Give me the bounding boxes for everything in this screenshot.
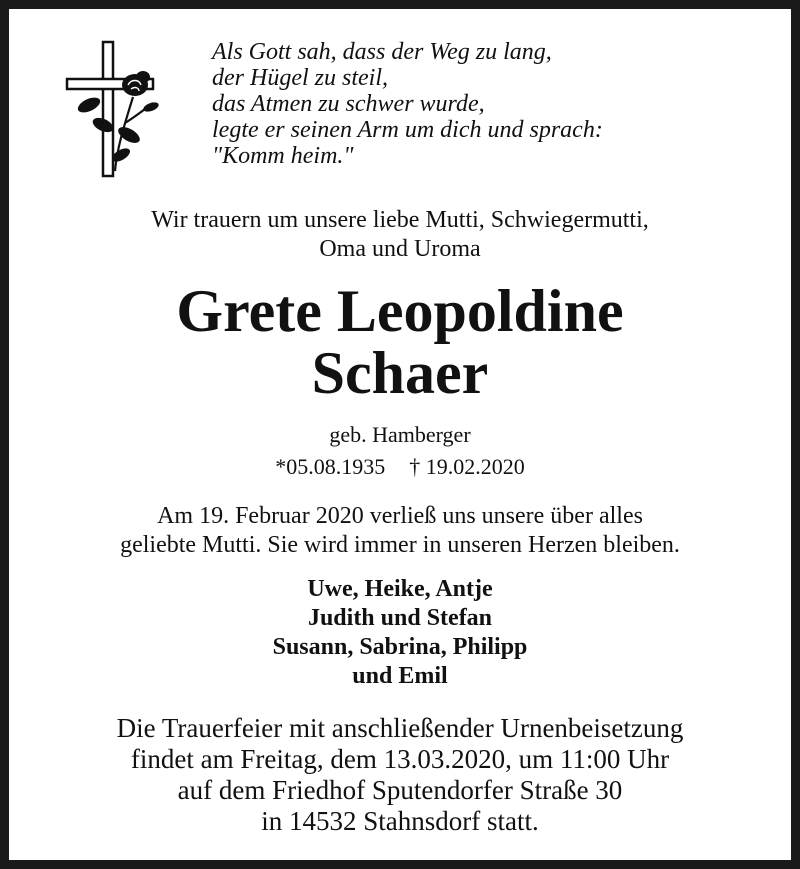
death-date: † 19.02.2020 [409, 454, 525, 479]
funeral-info [9, 713, 791, 837]
mourner-line: Judith und Stefan [307, 605, 493, 631]
poem-line: der Hügel zu steil, [212, 65, 388, 91]
mourner-line: Susann, Sabrina, Philipp [272, 634, 528, 660]
cross-with-rose-icon [63, 39, 165, 179]
poem-line: "Komm heim." [212, 143, 354, 169]
intro-line: Oma und Uroma [319, 236, 481, 262]
funeral-line: Die Trauerfeier mit anschließender Urnenbeisetzung [116, 713, 684, 743]
poem-line: legte er seinen Arm um dich und sprach: [212, 117, 603, 143]
deceased-name [9, 280, 791, 404]
poem-line: das Atmen zu schwer wurde, [212, 91, 485, 117]
funeral-line: findet am Freitag, dem 13.03.2020, um 11:00 Uhr [130, 744, 670, 774]
birth-date: *05.08.1935 [275, 454, 386, 479]
funeral-line: auf dem Friedhof Sputendorfer Straße 30 [177, 775, 623, 805]
mourner-line: und Emil [352, 663, 448, 689]
maiden-name: geb. Hamberger [329, 422, 471, 447]
life-dates [9, 454, 791, 480]
poem-line: Als Gott sah, dass der Weg zu lang, [212, 39, 552, 65]
poem [212, 39, 603, 169]
intro-line: Wir trauern um unsere liebe Mutti, Schwiegermutti, [151, 207, 649, 233]
message-line: geliebte Mutti. Sie wird immer in unseren Herzen bleiben. [120, 532, 680, 558]
intro-text [9, 206, 791, 264]
name-line-2: Schaer [311, 340, 489, 406]
memorial-message [9, 502, 791, 560]
mourners-list [9, 575, 791, 691]
funeral-line: in 14532 Stahnsdorf statt. [261, 806, 539, 836]
name-line-1: Grete Leopoldine [176, 278, 624, 344]
mourner-line: Uwe, Heike, Antje [307, 576, 493, 602]
message-line: Am 19. Februar 2020 verließ uns unsere über alles [157, 503, 643, 529]
